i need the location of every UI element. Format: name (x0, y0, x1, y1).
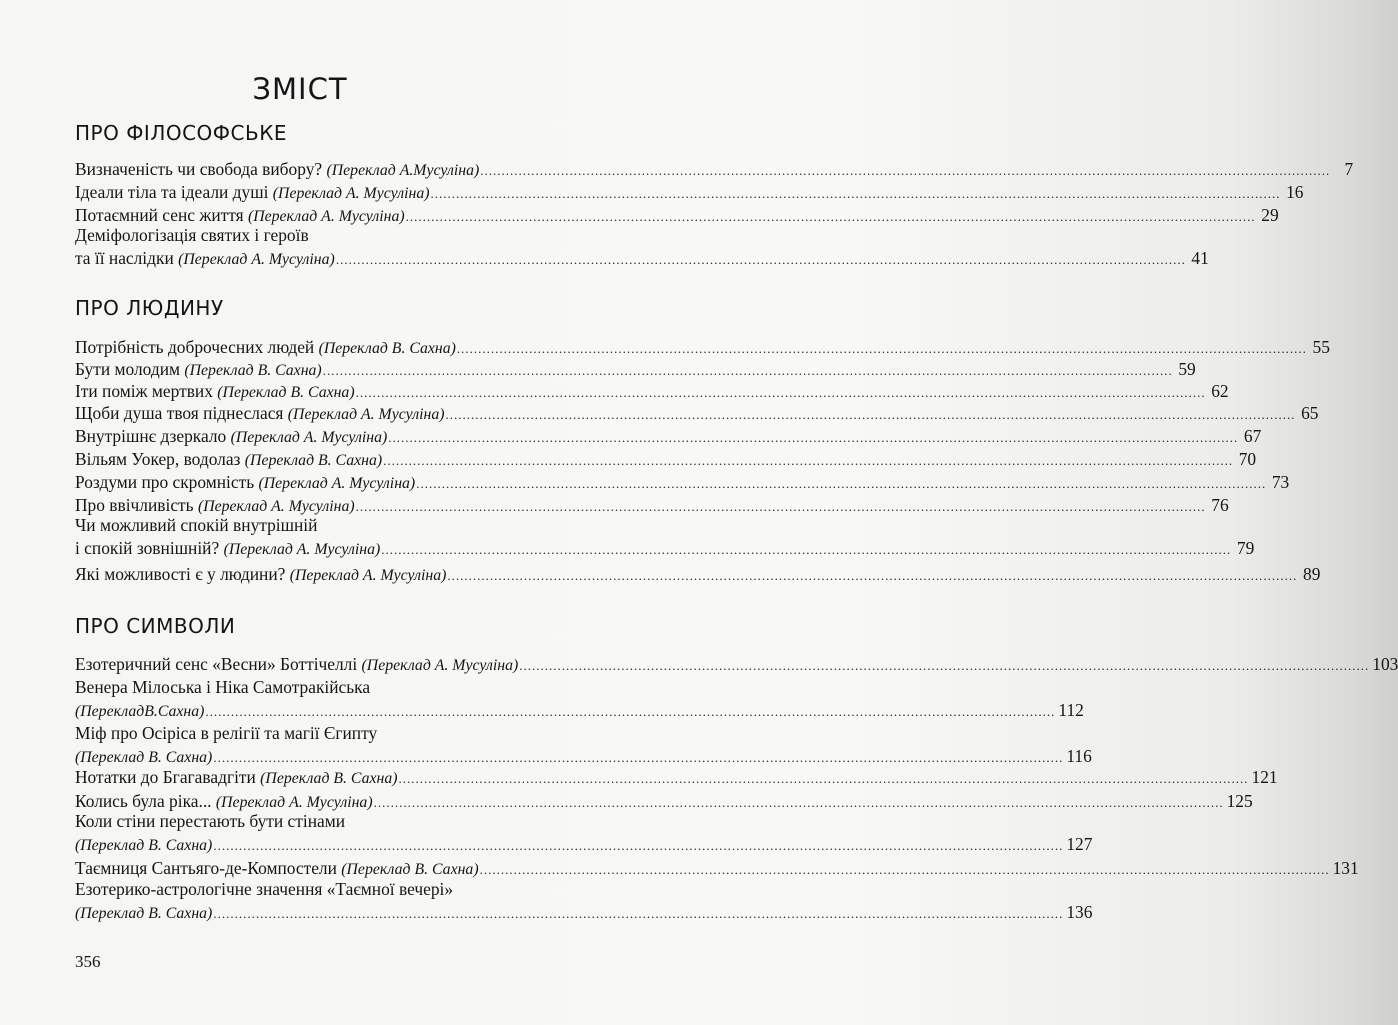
entry-page: 136 (1066, 901, 1093, 922)
toc-entry[interactable] (75, 563, 1321, 586)
section-heading-symbols: ПРО СИМВОЛИ (75, 614, 236, 638)
entry-translator: (Переклад В. Сахна) (318, 340, 456, 357)
entry-page: 76 (1211, 495, 1229, 515)
entry-page: 16 (1286, 182, 1304, 202)
entry-translator: (Переклад А. Мусуліна) (361, 657, 519, 674)
entry-translator: (ПерекладВ.Сахна) (75, 702, 205, 720)
entry-page: 103 (1372, 654, 1398, 674)
leader-dots: ........................................................................................................................................................................................................ (322, 363, 1173, 378)
entry-translator: (Переклад В. Сахна) (75, 904, 213, 922)
toc-entry[interactable] (75, 810, 1093, 856)
entry-page: 121 (1251, 767, 1278, 787)
entry-translator: (Переклад В. Сахна) (75, 748, 213, 766)
entry-page: 73 (1271, 472, 1290, 492)
leader-dots: ........................................................................................................................................................................................................ (447, 568, 1298, 583)
toc-entry[interactable] (75, 380, 1229, 403)
entry-page: 79 (1236, 537, 1255, 558)
section-heading-philosophy: ПРО ФІЛОСОФСЬКЕ (75, 121, 288, 145)
entry-translator: (Переклад А.Мусуліна) (326, 162, 480, 179)
leader-dots: ........................................................................................................................................................................................................ (398, 771, 1249, 786)
entry-title: Іти поміж мертвих (75, 381, 213, 401)
entry-title: Езотеричний сенс «Весни» Боттічеллі (75, 654, 358, 674)
page-number: 356 (75, 952, 101, 971)
leader-dots: ........................................................................................................................................................................................................ (355, 499, 1206, 514)
entry-page: 67 (1243, 426, 1262, 446)
leader-dots: ........................................................................................................................................................................................................ (388, 430, 1239, 445)
entry-page: 59 (1178, 359, 1196, 379)
toc-entry[interactable] (75, 358, 1196, 381)
leader-dots: ........................................................................................................................................................................................................ (480, 163, 1331, 178)
entry-translator: (Переклад А. Мусуліна) (178, 250, 335, 268)
entry-translator: (Переклад А. Мусуліна) (272, 185, 430, 202)
toc-entry[interactable] (75, 766, 1278, 789)
entry-translator: (Переклад А. Мусуліна) (223, 540, 381, 558)
leader-dots: ........................................................................................................................................................................................................ (405, 209, 1256, 224)
entry-translator: (Переклад В. Сахна) (341, 861, 479, 878)
entry-translator: (Переклад А. Мусуліна) (197, 498, 355, 515)
entry-title: Щоби душа твоя піднеслася (75, 403, 284, 423)
entry-title: Визначеність чи свобода вибору? (75, 159, 323, 179)
entry-page: 65 (1301, 403, 1319, 423)
entry-translator: (Переклад В. Сахна) (244, 452, 383, 469)
section-heading-human: ПРО ЛЮДИНУ (75, 296, 224, 320)
entry-page: 55 (1312, 337, 1330, 357)
entry-title: Які можливості є у людини? (75, 564, 286, 584)
entry-translator: (Переклад А. Мусуліна) (215, 794, 373, 811)
leader-dots: ........................................................................................................................................................................................................ (381, 541, 1232, 557)
entry-title-line1: Коли стіни перестають бути стінами (75, 811, 346, 831)
toc-entry[interactable] (75, 181, 1304, 204)
leader-dots: ........................................................................................................................................................................................................ (373, 795, 1224, 810)
leader-dots: ........................................................................................................................................................................................................ (213, 837, 1064, 853)
toc-entry[interactable] (75, 676, 1084, 722)
entry-page: 131 (1332, 858, 1359, 878)
leader-dots: ........................................................................................................................................................................................................ (445, 407, 1296, 422)
toc-entry[interactable] (75, 722, 1092, 768)
leader-dots: ........................................................................................................................................................................................................ (335, 251, 1186, 267)
entry-page: 116 (1066, 745, 1092, 766)
entry-title: Таємниця Сантьяго-де-Компостели (75, 858, 337, 878)
entry-title-line1: Деміфологізація святих і героїв (75, 225, 309, 245)
leader-dots: ........................................................................................................................................................................................................ (213, 749, 1064, 765)
toc-entry[interactable] (75, 514, 1255, 560)
entry-title-line1: Езотерико-астрологічне значення «Таємної вечері» (75, 879, 454, 899)
toc-entry[interactable] (75, 878, 1093, 924)
leader-dots: ........................................................................................................................................................................................................ (383, 453, 1234, 468)
entry-page: 112 (1058, 699, 1084, 720)
entry-title: та її наслідки (75, 247, 174, 268)
entry-page: 125 (1226, 791, 1253, 811)
entry-title: Про ввічливість (75, 495, 194, 515)
entry-title: Вільям Уокер, водолаз (75, 449, 241, 469)
leader-dots: ........................................................................................................................................................................................................ (456, 341, 1307, 356)
entry-title: Ідеали тіла та ідеали душі (75, 182, 269, 202)
entry-title: Потаємний сенс життя (75, 205, 244, 225)
leader-dots: ........................................................................................................................................................................................................ (205, 703, 1056, 719)
leader-dots: ........................................................................................................................................................................................................ (355, 385, 1206, 400)
entry-title: Внутрішнє дзеркало (75, 426, 227, 446)
toc-entry[interactable] (75, 471, 1290, 494)
leader-dots: ........................................................................................................................................................................................................ (416, 476, 1267, 491)
page-title: ЗМІСТ (252, 72, 348, 106)
toc-entry[interactable] (75, 425, 1262, 448)
toc-entry[interactable] (75, 402, 1319, 425)
entry-page: 29 (1261, 205, 1279, 225)
entry-translator: (Переклад А. Мусуліна) (289, 567, 447, 584)
leader-dots: ........................................................................................................................................................................................................ (479, 862, 1330, 877)
toc-entry[interactable] (75, 857, 1359, 880)
entry-translator: (Переклад В. Сахна) (260, 770, 398, 787)
entry-page: 62 (1211, 381, 1229, 401)
toc-entry[interactable] (75, 336, 1330, 359)
entry-title: Потрібність доброчесних людей (75, 337, 315, 357)
entry-title: і спокій зовнішній? (75, 537, 220, 558)
entry-page: 7 (1344, 159, 1354, 179)
entry-title: Нотатки до Бгагавадгіти (75, 767, 256, 787)
entry-translator: (Переклад А. Мусуліна) (247, 208, 405, 225)
entry-title-line1: Венера Мілоська і Ніка Самотракійська (75, 677, 371, 697)
entry-translator: (Переклад А. Мусуліна) (258, 475, 416, 492)
toc-entry[interactable] (75, 448, 1257, 471)
toc-entry[interactable] (75, 224, 1209, 270)
leader-dots: ........................................................................................................................................................................................................ (430, 186, 1281, 201)
entry-translator: (Переклад В. Сахна) (184, 362, 322, 379)
entry-page: 41 (1191, 247, 1209, 268)
entry-title: Колись була ріка... (75, 791, 212, 811)
entry-page: 70 (1238, 449, 1257, 469)
toc-entry[interactable] (75, 653, 1398, 676)
entry-translator: (Переклад В. Сахна) (217, 384, 355, 401)
leader-dots: ........................................................................................................................................................................................................ (519, 658, 1370, 673)
toc-entry[interactable] (75, 158, 1354, 181)
entry-title: Роздуми про скромність (75, 472, 255, 492)
entry-page: 127 (1066, 833, 1093, 854)
entry-page: 89 (1303, 564, 1321, 584)
entry-title-line1: Міф про Осіріса в релігії та магії Єгипту (75, 723, 378, 743)
entry-title: Бути молодим (75, 359, 181, 379)
entry-translator: (Переклад А. Мусуліна) (230, 429, 388, 446)
entry-title-line1: Чи можливий спокій внутрішній (75, 515, 318, 535)
leader-dots: ........................................................................................................................................................................................................ (213, 905, 1064, 921)
entry-translator: (Переклад А. Мусуліна) (287, 406, 445, 423)
entry-translator: (Переклад В. Сахна) (75, 836, 213, 854)
